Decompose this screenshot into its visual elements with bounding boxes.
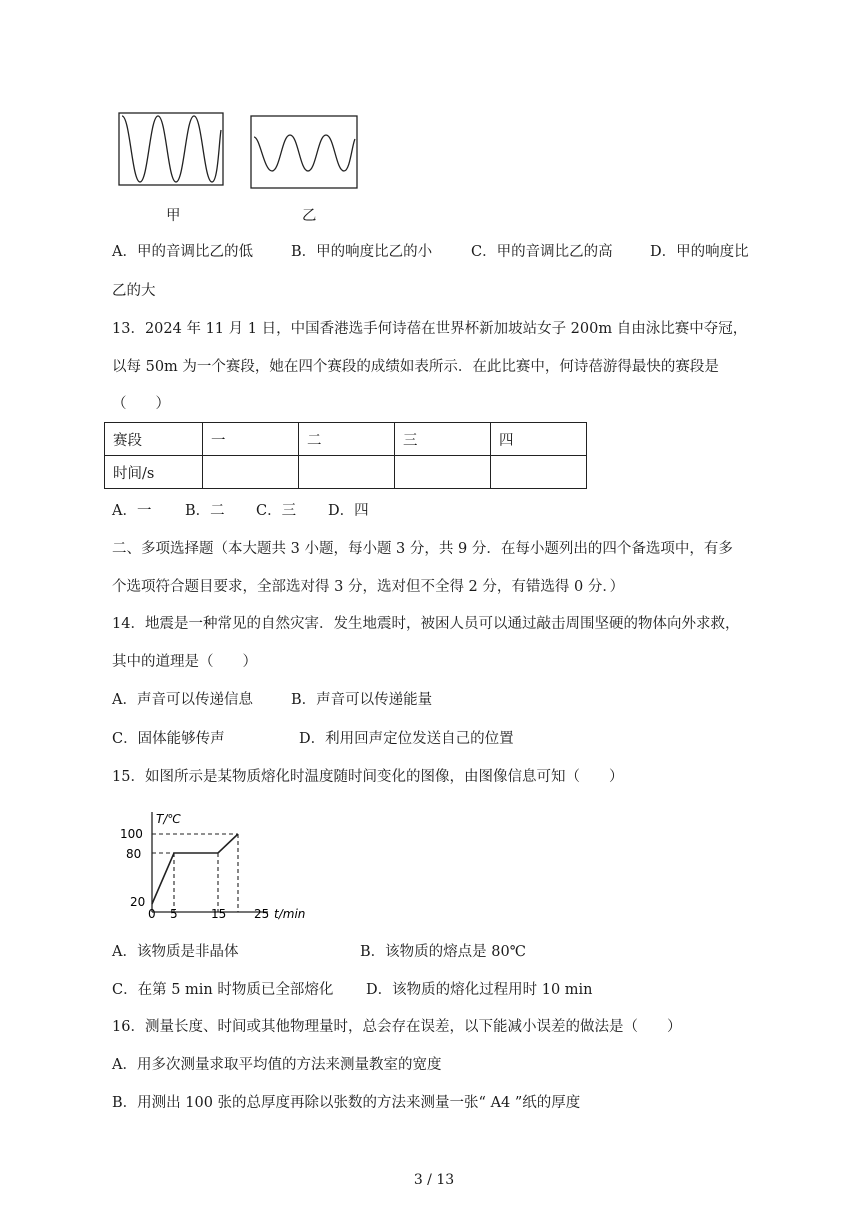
y-axis-label: T/℃ xyxy=(156,812,181,826)
q16-option-b: B．用测出 100 张的总厚度再除以张数的方法来测量一张“ A4 ”纸的厚度 xyxy=(112,1095,581,1111)
q13-answer-bracket: （ ） xyxy=(112,396,170,412)
x-axis-label: t/min xyxy=(274,907,306,920)
q13-stem-line1: 13．2024 年 11 月 1 日，中国香港选手何诗蓓在世界杯新加坡站女子 200m 自由泳比赛中夺冠， xyxy=(112,321,748,337)
table-row xyxy=(105,456,587,489)
table-header-row xyxy=(105,423,587,456)
table-cell xyxy=(203,456,299,489)
q14-option-c: C．固体能够传声 xyxy=(112,731,225,747)
q12-option-d-wrap: 乙的大 xyxy=(112,283,156,299)
section2-heading-line1: 二、多项选择题（本大题共 3 小题，每小题 3 分，共 9 分．在每小题列出的四个备选项中，有多 xyxy=(112,541,733,557)
q15-option-b: B．该物质的熔点是 80℃ xyxy=(360,944,526,960)
table-cell xyxy=(395,456,491,489)
q14-option-a: A．声音可以传递信息 xyxy=(112,692,253,708)
q12-option-c: C．甲的音调比乙的高 xyxy=(471,244,613,260)
x-tick-label: 0 xyxy=(148,907,156,920)
q13-option-b: B．二 xyxy=(185,503,225,519)
table-cell: 四 xyxy=(491,423,587,456)
table-cell: 时间/s xyxy=(105,456,203,489)
page-number: 3 / 13 xyxy=(413,1172,455,1188)
q13-option-c: C．三 xyxy=(256,503,297,519)
q15-option-d: D．该物质的熔化过程用时 10 min xyxy=(366,982,593,998)
x-tick-label: 5 xyxy=(170,907,178,920)
melting-curve-graph xyxy=(118,808,328,920)
q16-option-a: A．用多次测量求取平均值的方法来测量教室的宽度 xyxy=(112,1057,442,1073)
y-tick-label: 80 xyxy=(126,847,142,861)
q14-stem-line1: 14．地震是一种常见的自然灾害．发生地震时，被困人员可以通过敲击周围坚硬的物体向外求救， xyxy=(112,616,740,632)
q14-stem-line2: 其中的道理是（ ） xyxy=(112,654,257,670)
q13-stem-line2: 以每 50m 为一个赛段，她在四个赛段的成绩如表所示．在此比赛中，何诗蓓游得最快的赛段是 xyxy=(112,359,719,375)
q14-option-b: B．声音可以传递能量 xyxy=(291,692,433,708)
table-cell xyxy=(491,456,587,489)
waveform-yi xyxy=(250,115,358,189)
q15-stem: 15．如图所示是某物质熔化时温度随时间变化的图像，由图像信息可知（ ） xyxy=(112,769,624,785)
q12-option-d: D．甲的响度比 xyxy=(650,244,749,260)
q16-stem: 16．测量长度、时间或其他物理量时，总会存在误差，以下能减小误差的做法是（ ） xyxy=(112,1019,682,1035)
table-cell: 三 xyxy=(395,423,491,456)
melting-curve xyxy=(152,834,238,904)
waveform-jia xyxy=(118,112,224,186)
q15-option-c: C．在第 5 min 时物质已全部熔化 xyxy=(112,982,334,998)
waveform-jia-label: 甲 xyxy=(166,208,181,224)
q15-option-a: A．该物质是非晶体 xyxy=(112,944,239,960)
table-cell: 一 xyxy=(203,423,299,456)
x-tick-label: 15 xyxy=(211,907,227,920)
q12-option-a: A．甲的音调比乙的低 xyxy=(112,244,253,260)
q13-option-d: D．四 xyxy=(328,503,369,519)
table-cell: 赛段 xyxy=(105,423,203,456)
waveform-yi-label: 乙 xyxy=(302,208,317,224)
q14-option-d: D．利用回声定位发送自己的位置 xyxy=(299,731,514,747)
y-tick-label: 20 xyxy=(130,895,146,909)
table-cell: 二 xyxy=(299,423,395,456)
q13-option-a: A．一 xyxy=(112,503,152,519)
x-tick-label: 25 xyxy=(254,907,270,920)
table-cell xyxy=(299,456,395,489)
swim-times-table xyxy=(104,422,587,489)
section2-heading-line2: 个选项符合题目要求，全部选对得 3 分，选对但不全得 2 分，有错选得 0 分．） xyxy=(112,579,625,595)
y-tick-label: 100 xyxy=(120,827,143,841)
q12-option-b: B．甲的响度比乙的小 xyxy=(291,244,433,260)
